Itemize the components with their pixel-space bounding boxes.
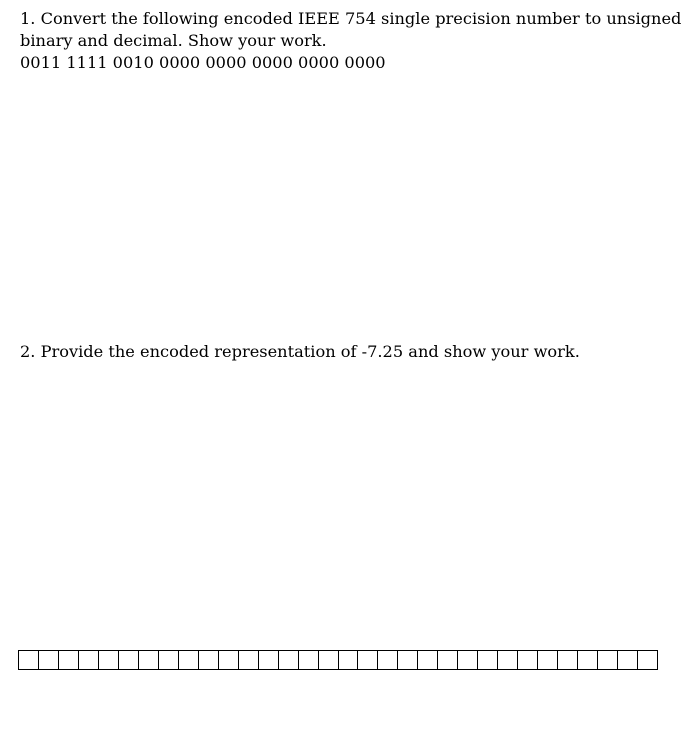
bit-box <box>179 651 199 669</box>
bit-box <box>598 651 618 669</box>
bit-box <box>59 651 79 669</box>
bit-box <box>518 651 538 669</box>
question-2-prompt: 2. Provide the encoded representation of -7.25 and show your work. <box>20 342 580 361</box>
bit-box <box>199 651 219 669</box>
bit-box <box>299 651 319 669</box>
bit-box <box>578 651 598 669</box>
bit-box <box>259 651 279 669</box>
bit-box <box>239 651 259 669</box>
question-1-encoded-bits: 0011 1111 0010 0000 0000 0000 0000 0000 <box>20 53 386 72</box>
question-1-prompt-line-1: 1. Convert the following encoded IEEE 754 single precision number to unsigned <box>20 9 682 28</box>
bit-box <box>219 651 239 669</box>
bit-box <box>418 651 438 669</box>
bit-box <box>458 651 478 669</box>
bit-box <box>99 651 119 669</box>
bit-box <box>279 651 299 669</box>
question-2 <box>20 341 680 363</box>
bit-box <box>478 651 498 669</box>
bit-box <box>339 651 359 669</box>
answer-bit-grid <box>18 650 658 670</box>
bit-box <box>438 651 458 669</box>
bit-box <box>139 651 159 669</box>
bit-box <box>358 651 378 669</box>
bit-box <box>119 651 139 669</box>
bit-box <box>319 651 339 669</box>
bit-box <box>398 651 418 669</box>
bit-box <box>618 651 638 669</box>
bit-box <box>378 651 398 669</box>
bit-box <box>39 651 59 669</box>
bit-box <box>159 651 179 669</box>
bit-box <box>638 651 657 669</box>
bit-box <box>19 651 39 669</box>
bit-box <box>538 651 558 669</box>
question-1 <box>20 8 680 74</box>
bit-box <box>498 651 518 669</box>
question-1-prompt-line-2: binary and decimal. Show your work. <box>20 31 327 50</box>
bit-box <box>558 651 578 669</box>
bit-box <box>79 651 99 669</box>
